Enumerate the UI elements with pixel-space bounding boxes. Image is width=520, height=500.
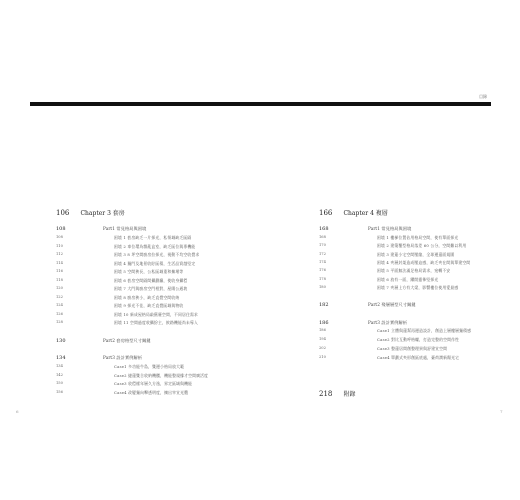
toc-row-page: 112 xyxy=(56,252,63,256)
toc-row xyxy=(319,235,519,241)
toc-row-text: 困境 5 空間狹長，公私區域重和擁堵等 xyxy=(114,269,184,274)
toc-row xyxy=(56,364,256,370)
toc-row-page: 194 xyxy=(319,337,326,341)
toc-row-page: 170 xyxy=(319,243,326,248)
toc-row-text: Case2 捷蓮雙合收納機櫃，機能整規緣才空間廣活度 xyxy=(114,372,209,378)
part1-page: 168 xyxy=(319,226,329,232)
toc-row-text: 困境 10 新成屋格局敲舊廢空間，不同居住需求 xyxy=(114,311,198,317)
chapter-heading xyxy=(319,200,388,219)
part1-page: 108 xyxy=(56,226,66,232)
toc-row xyxy=(319,268,519,274)
toc-row xyxy=(56,303,256,309)
header-mark: 目錄 xyxy=(479,94,487,99)
toc-row-text: 困境 5 平面無法滿足格局需求，宛轉不安 xyxy=(377,268,451,274)
appendix-title: 附錄 xyxy=(343,391,356,398)
toc-row xyxy=(319,277,519,283)
toc-row xyxy=(319,328,519,334)
toc-row-page: 180 xyxy=(319,284,326,289)
header-rule xyxy=(30,102,491,106)
toc-row xyxy=(319,355,519,361)
toc-row-text: 困境 8 廚房狹小，缺乏直覺空間收納 xyxy=(114,294,180,300)
toc-row-page: 178 xyxy=(319,276,326,281)
toc-row-text: Case4 單劃式夾形創區底處，臺荷潤新陽光宅 xyxy=(377,355,460,360)
toc-row-text: Case3 收穩樣年層久方逸，界定區域與機能 xyxy=(114,381,193,386)
toc-row-page: 176 xyxy=(319,268,326,273)
toc-row-text: 困境 9 採光不佳，缺乏直覺區域與物收 xyxy=(114,303,184,308)
toc-row-page: 134 xyxy=(56,364,63,368)
appendix-page: 218 xyxy=(319,390,333,398)
toc-row-text: 困境 7 夾層上方有大梁，影響樓位使用愛最感 xyxy=(377,284,459,290)
toc-row-text: Case1 多功能牛島，雙邊小格局放大範 xyxy=(114,364,185,369)
toc-row xyxy=(56,312,256,318)
toc-row xyxy=(319,346,519,352)
toc-row xyxy=(319,252,519,258)
part3-page: 186 xyxy=(319,320,329,326)
toc-row xyxy=(319,285,519,291)
toc-row xyxy=(56,286,256,292)
toc-row-page: 120 xyxy=(56,286,63,290)
toc-row-text: 困境 11 空間過度收攝紛主，飲路機能尚未導入 xyxy=(114,320,198,325)
toc-row-text: 困境 2 車位環為雜亂盒室，缺乏區位與專機能 xyxy=(114,243,196,249)
part1-label: Part1 常見格局與困境 xyxy=(368,226,412,231)
part3-label: Part3 設計實例解析 xyxy=(368,320,408,325)
toc-row xyxy=(56,278,256,284)
chapter-title: Chapter 4 複層 xyxy=(343,210,388,217)
toc-row-page: 124 xyxy=(56,303,63,307)
toc-row-page: 202 xyxy=(319,346,326,350)
toc-row xyxy=(319,243,519,249)
toc-row xyxy=(56,373,256,379)
appendix-heading xyxy=(319,381,355,400)
toc-row-page: 126 xyxy=(56,311,63,316)
toc-row-text: 困境 6 套房空間隔間攝劃廳，使收身攝穩 xyxy=(114,277,188,283)
toc-row-page: 150 xyxy=(56,381,63,385)
toc-row-page: 142 xyxy=(56,372,63,377)
chapter-title: Chapter 3 套房 xyxy=(80,210,125,217)
toc-row-page: 174 xyxy=(319,259,326,264)
page-folio: 7 xyxy=(500,409,503,414)
toc-row xyxy=(56,252,256,258)
toc-row-page: 156 xyxy=(56,389,63,394)
toc-row-page: 110 xyxy=(56,243,63,248)
toc-row-text: 困境 2 建築覆型格局落差 60 公分，空間難以利用 xyxy=(377,243,467,249)
part2-label: Part2 殘層層型尺寸關鍵 xyxy=(368,302,416,307)
toc-row-text: 困境 6 放有一面，躍開靈佈堅採光 xyxy=(377,276,439,282)
toc-row xyxy=(56,269,256,275)
part3-page: 134 xyxy=(56,355,66,361)
toc-row-page: 116 xyxy=(56,269,63,273)
toc-row-text: Case4 改變獨向擊透明度，擴出宰宣光纜 xyxy=(114,389,189,395)
toc-row-page: 114 xyxy=(56,260,63,265)
toc-row-page: 172 xyxy=(319,251,326,256)
toc-row-page: 210 xyxy=(319,355,326,359)
part2-page: 130 xyxy=(56,338,66,344)
toc-row-text: Case3 整蓮居間創整理異與舒建宣空間 xyxy=(377,346,448,351)
toc-row-page: 128 xyxy=(56,320,63,324)
toc-row-page: 108 xyxy=(56,235,63,239)
toc-row xyxy=(56,390,256,396)
chapter-page: 166 xyxy=(319,209,333,217)
toc-row-text: 困境 7 大門與廚房空門相對，屋陽公通坡 xyxy=(114,286,188,291)
toc-row-page: 118 xyxy=(56,277,63,282)
toc-row-text: 困境 1 套房缺乏一片採光，私領域缺乏區隔 xyxy=(114,235,192,240)
toc-row-text: 困境 4 夾層封架造成壓迫感，缺乏夾在間與單建空間 xyxy=(377,259,471,265)
part2-page: 182 xyxy=(319,302,329,308)
toc-row xyxy=(56,235,256,241)
toc-row xyxy=(56,261,256,267)
toc-row-page: 186 xyxy=(319,328,326,332)
part2-label: Part2 套房格型尺寸關鍵 xyxy=(103,338,151,343)
toc-row xyxy=(56,244,256,250)
toc-row xyxy=(319,260,519,266)
toc-row-text: Case1 立體與蓮幫再邊造設計，創造上層樓層獨積感 xyxy=(377,328,472,333)
chapter-heading xyxy=(56,200,125,219)
toc-row-text: 困境 1 樓梯位置佔用格局空間，使有單面採光 xyxy=(377,235,459,240)
chapter-page: 106 xyxy=(56,209,70,217)
toc-row xyxy=(56,295,256,301)
toc-row xyxy=(56,320,256,326)
toc-row-page: 168 xyxy=(319,235,326,239)
toc-row-page: 122 xyxy=(56,294,63,299)
toc-row xyxy=(56,381,256,387)
toc-row-text: 困境 3 建蓮小宅空間壓縮，全球邊還面規圍 xyxy=(377,251,455,257)
toc-row-text: 困境 4 獨門及地景收貯區積，生活品質越堅定 xyxy=(114,260,196,266)
part3-label: Part3 設計實例解析 xyxy=(103,355,143,360)
toc-row-text: 困境 3 8 坪空間廚房拉採光，視動不均空收覺求 xyxy=(114,252,200,257)
toc-row xyxy=(319,337,519,343)
toc-row-text: Case2 對比互動呼格螺，打造完整的空間作性 xyxy=(377,337,460,342)
part1-label: Part1 常見格局與困境 xyxy=(103,226,147,231)
page-folio: 6 xyxy=(16,409,19,414)
